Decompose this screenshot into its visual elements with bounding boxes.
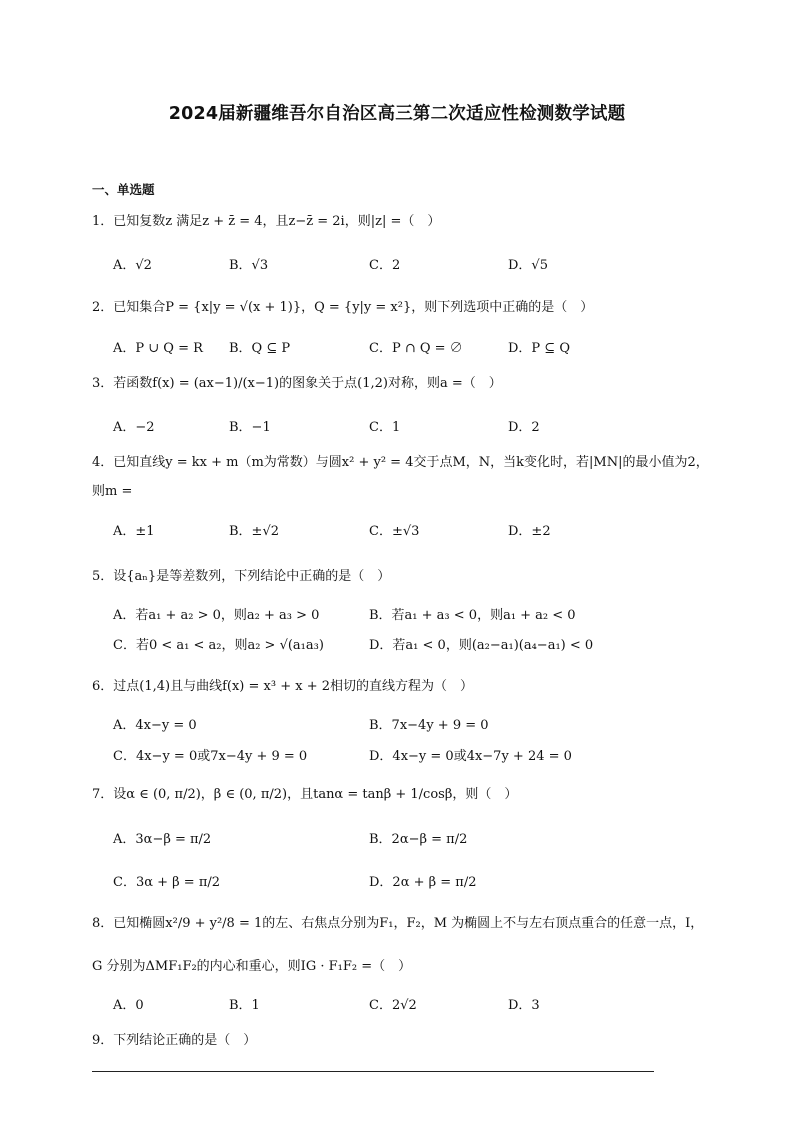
question-2-option-c: C．P ∩ Q = ∅ [369, 341, 463, 356]
question-3-option-b: B．−1 [229, 420, 271, 435]
question-7-option-a: A．3α−β = π/2 [113, 832, 212, 847]
question-4-option-c: C．±√3 [369, 524, 420, 539]
question-1-option-c: C．2 [369, 258, 401, 273]
exam-title: 2024届新疆维吾尔自治区高三第二次适应性检测数学试题 [168, 104, 626, 124]
question-8-option-b: B．1 [229, 998, 260, 1013]
question-6-option-b: B．7x−4y + 9 = 0 [369, 718, 489, 733]
question-3-option-c: C．1 [369, 420, 401, 435]
question-6-stem: 6．过点(1,4)且与曲线f(x) = x³ + x + 2相切的直线方程为（ ） [92, 679, 473, 694]
question-1-stem: 1．已知复数z 满足z + z̄ = 4，且z−z̄ = 2i，则|z| =（ ） [92, 214, 441, 229]
section-heading-single-choice: 一、单选题 [92, 182, 155, 197]
question-2-option-a: A．P ∪ Q = R [113, 341, 203, 356]
question-8-stem-line-2: G 分别为ΔMF₁F₂的内心和重心，则IG · F₁F₂ =（ ） [92, 959, 412, 974]
question-2-option-b: B．Q ⊆ P [229, 341, 291, 356]
question-9-stem: 9．下列结论正确的是（ ） [92, 1033, 257, 1048]
question-3-option-d: D．2 [508, 420, 540, 435]
question-5-option-c: C．若0 < a₁ < a₂，则a₂ > √(a₁a₃) [113, 638, 324, 653]
question-1-option-d: D．√5 [508, 258, 548, 273]
question-1-option-b: B．√3 [229, 258, 269, 273]
question-6-option-c: C．4x−y = 0或7x−4y + 9 = 0 [113, 749, 308, 764]
question-2-stem: 2．已知集合P = {x|y = √(x + 1)}，Q = {y|y = x²}，则下列选项中正确的是（ ） [92, 300, 594, 315]
question-6-option-a: A．4x−y = 0 [113, 718, 197, 733]
question-8-stem-line-1: 8．已知椭圆x²/9 + y²/8 = 1的左、右焦点分别为F₁，F₂，M 为椭圆上不与左右顶点重合的任意一点，I， [92, 916, 704, 931]
question-5-option-a: A．若a₁ + a₂ > 0，则a₂ + a₃ > 0 [113, 608, 320, 623]
question-6-option-d: D．4x−y = 0或4x−7y + 24 = 0 [369, 749, 572, 764]
question-7-stem: 7．设α ∈ (0, π/2)，β ∈ (0, π/2)，且tanα = tanβ + 1/cosβ，则（ ） [92, 787, 518, 802]
question-3-option-a: A．−2 [113, 420, 155, 435]
question-4-option-a: A．±1 [113, 524, 155, 539]
question-5-option-b: B．若a₁ + a₃ < 0，则a₁ + a₂ < 0 [369, 608, 576, 623]
question-8-option-d: D．3 [508, 998, 540, 1013]
page-footer-divider [92, 1071, 654, 1072]
question-5-stem: 5．设{aₙ}是等差数列，下列结论中正确的是（ ） [92, 569, 391, 584]
question-8-option-a: A．0 [113, 998, 144, 1013]
question-3-stem: 3．若函数f(x) = (ax−1)/(x−1)的图象关于点(1,2)对称，则a =（ ） [92, 376, 502, 391]
question-8-option-c: C．2√2 [369, 998, 417, 1013]
question-1-option-a: A．√2 [113, 258, 152, 273]
question-4-stem-line-2: 则m = [92, 484, 133, 499]
question-5-option-d: D．若a₁ < 0，则(a₂−a₁)(a₄−a₁) < 0 [369, 638, 594, 653]
question-2-option-d: D．P ⊆ Q [508, 341, 570, 356]
question-7-option-c: C．3α + β = π/2 [113, 875, 221, 890]
question-7-option-b: B．2α−β = π/2 [369, 832, 468, 847]
question-4-stem-line-1: 4．已知直线y = kx + m（m为常数）与圆x² + y² = 4交于点M，N，当k变化时，若|MN|的最小值为2， [92, 455, 709, 470]
question-4-option-b: B．±√2 [229, 524, 280, 539]
question-7-option-d: D．2α + β = π/2 [369, 875, 477, 890]
question-4-option-d: D．±2 [508, 524, 551, 539]
